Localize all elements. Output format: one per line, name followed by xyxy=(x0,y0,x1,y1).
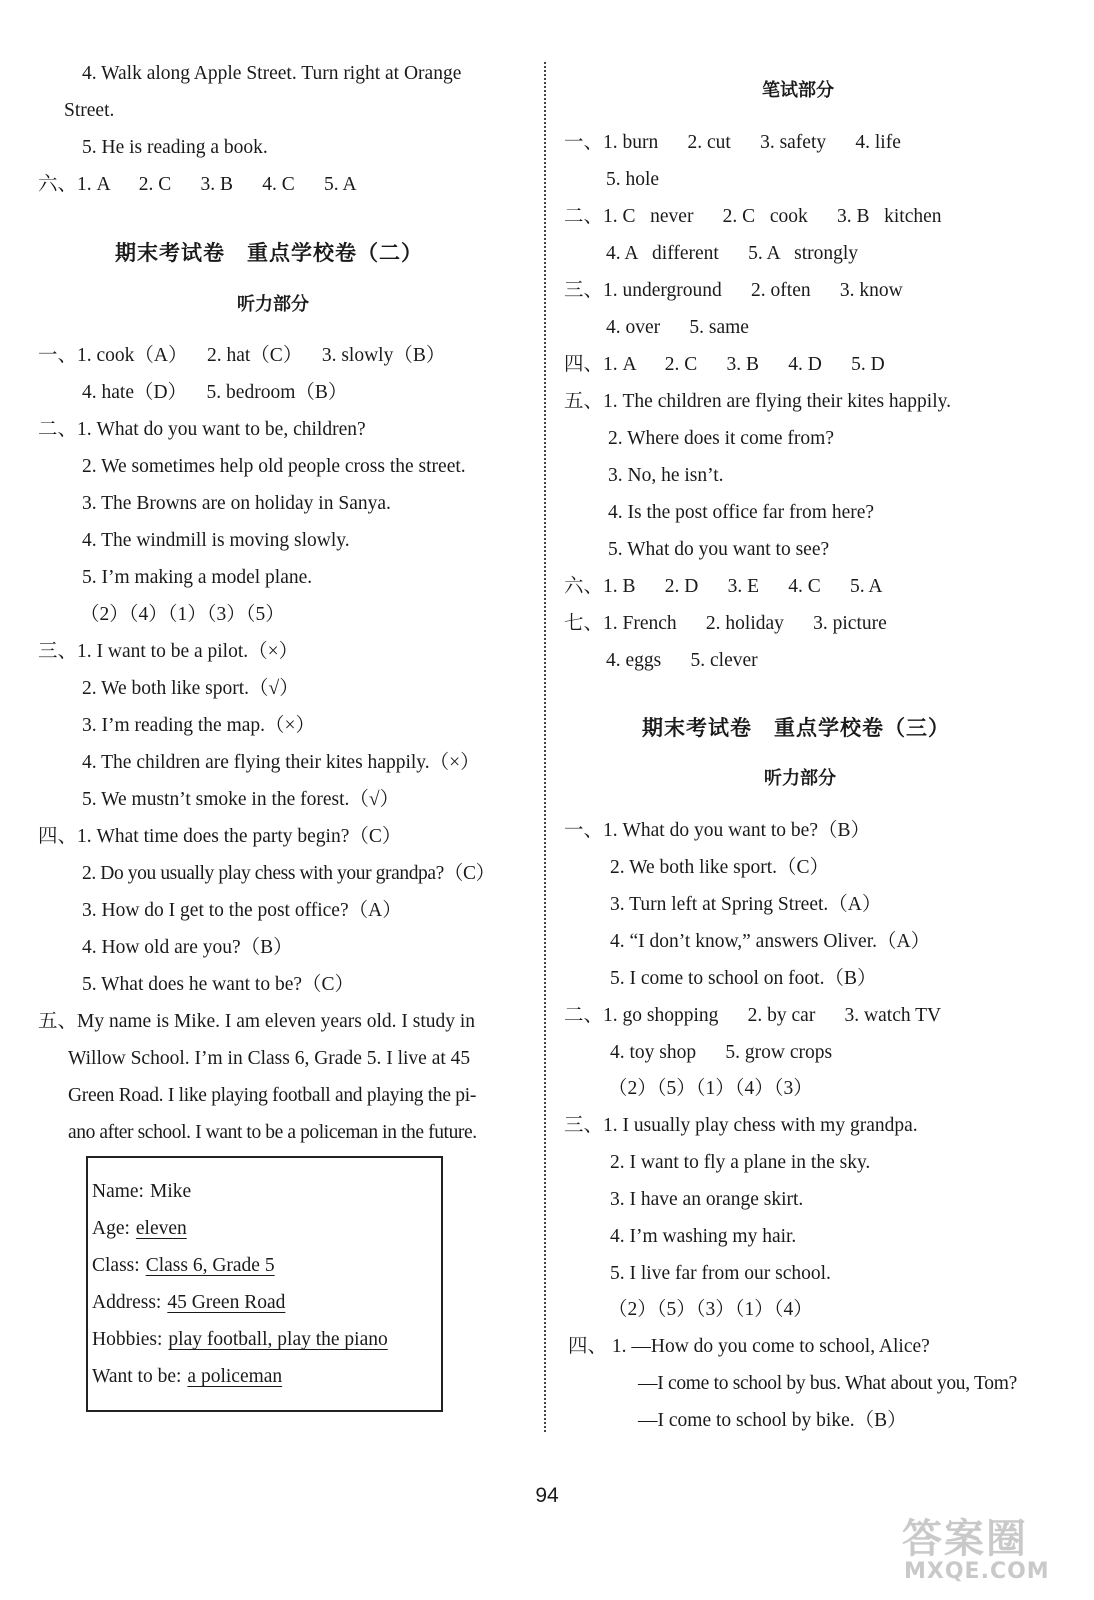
section-title: 期末考试卷 重点学校卷（二） xyxy=(115,241,423,265)
answer-line: 4. hate（D） 5. bedroom（B） xyxy=(82,382,348,403)
answer-line: 3. The Browns are on holiday in Sanya. xyxy=(82,493,391,514)
field-value: Mike xyxy=(149,1181,192,1202)
answer-line: 2. Do you usually play chess with your grandpa?（C） xyxy=(82,863,495,884)
answer-line: （2）（5）（1）（4）（3） xyxy=(608,1078,813,1099)
answer-line: 3. I have an orange skirt. xyxy=(610,1189,804,1210)
answer-line: 5. He is reading a book. xyxy=(82,137,268,158)
field-value: a policeman xyxy=(187,1366,283,1387)
answer-line: 4. Is the post office far from here? xyxy=(608,502,875,523)
answer-line: 3. No, he isn’t. xyxy=(608,465,724,486)
answer-line: 二、1. C never 2. C cook 3. B kitchen xyxy=(564,206,942,227)
answer-line: 4. toy shop 5. grow crops xyxy=(610,1042,833,1063)
field-label: Hobbies: xyxy=(92,1329,163,1350)
watermark-logo xyxy=(896,1505,1086,1595)
answer-line: 五、1. The children are flying their kites happily. xyxy=(564,391,952,412)
answer-line: 三、1. underground 2. often 3. know xyxy=(564,280,903,301)
passage-line: Willow School. I’m in Class 6, Grade 5. I live at 45 xyxy=(68,1048,471,1069)
answer-line: 4. The windmill is moving slowly. xyxy=(82,530,350,551)
field-label: Age: xyxy=(92,1218,130,1239)
answer-line: 六、1. A 2. C 3. B 4. C 5. A xyxy=(38,174,357,195)
answer-line: 4. eggs 5. clever xyxy=(606,650,758,671)
answer-line: 4. “I don’t know,” answers Oliver.（A） xyxy=(610,931,931,952)
answer-line: 三、1. I want to be a pilot.（×） xyxy=(38,641,299,662)
answer-line: —I come to school by bike.（B） xyxy=(638,1410,907,1431)
answer-line: （2）（4）（1）（3）（5） xyxy=(80,604,285,625)
answer-line: 一、1. burn 2. cut 3. safety 4. life xyxy=(564,132,901,153)
answer-line: 四、1. What time does the party begin?（C） xyxy=(38,826,402,847)
answer-line: 4. How old are you?（B） xyxy=(82,937,293,958)
watermark-url: MXQE.COM xyxy=(904,1559,1050,1584)
field-value: eleven xyxy=(135,1218,187,1239)
answer-line: 三、1. I usually play chess with my grandpa. xyxy=(564,1115,918,1136)
field-label: Want to be: xyxy=(92,1366,182,1387)
answer-line: 七、1. French 2. holiday 3. picture xyxy=(564,613,887,634)
column-divider xyxy=(544,62,546,1432)
page-number: 94 xyxy=(535,1484,559,1507)
info-card-row xyxy=(92,1216,187,1242)
answer-line: 5. I come to school on foot.（B） xyxy=(610,968,877,989)
answer-line: 3. Turn left at Spring Street.（A） xyxy=(610,894,882,915)
watermark-text: 答案圈 xyxy=(902,1516,1028,1562)
answer-line: 5. What do you want to see? xyxy=(608,539,830,560)
field-value: play football, play the piano xyxy=(168,1329,388,1350)
answer-line: 二、1. What do you want to be, children? xyxy=(38,419,366,440)
answer-line: 二、1. go shopping 2. by car 3. watch TV xyxy=(564,1005,942,1026)
answer-line: 2. We both like sport.（√） xyxy=(82,678,299,699)
answer-line: Street. xyxy=(64,100,115,121)
answer-line: 2. We sometimes help old people cross the street. xyxy=(82,456,466,477)
answer-line: 5. hole xyxy=(606,169,660,190)
passage-line: ano after school. I want to be a policeman in the future. xyxy=(68,1122,477,1143)
answer-line: 3. How do I get to the post office?（A） xyxy=(82,900,402,921)
passage-line: 五、My name is Mike. I am eleven years old. I study in xyxy=(38,1011,476,1032)
answer-line: 四、 1. —How do you come to school, Alice? xyxy=(568,1336,930,1357)
answer-line: 5. What does he want to be?（C） xyxy=(82,974,355,995)
answer-line: —I come to school by bus. What about you, Tom? xyxy=(638,1373,1017,1394)
answer-line: 2. Where does it come from? xyxy=(608,428,834,449)
field-value: Class 6, Grade 5 xyxy=(145,1255,275,1276)
answer-line: 5. I live far from our school. xyxy=(610,1263,831,1284)
info-card-row xyxy=(92,1327,388,1353)
passage-line: Green Road. I like playing football and playing the pi- xyxy=(68,1085,477,1106)
answer-line: 2. I want to fly a plane in the sky. xyxy=(610,1152,871,1173)
answer-line: （2）（5）（3）（1）（4） xyxy=(608,1299,813,1320)
answer-line: 一、1. cook（A） 2. hat（C） 3. slowly（B） xyxy=(38,345,446,366)
answer-line: 2. We both like sport.（C） xyxy=(610,857,830,878)
answer-line: 4. over 5. same xyxy=(606,317,749,338)
answer-line: 六、1. B 2. D 3. E 4. C 5. A xyxy=(564,576,883,597)
info-card-row xyxy=(92,1253,275,1279)
field-label: Name: xyxy=(92,1181,144,1202)
section-subtitle: 笔试部分 xyxy=(762,80,834,101)
answer-line: 一、1. What do you want to be?（B） xyxy=(564,820,870,841)
answer-line: 4. Walk along Apple Street. Turn right at Orange xyxy=(82,63,462,84)
answer-line: 3. I’m reading the map.（×） xyxy=(82,715,316,736)
section-subtitle: 听力部分 xyxy=(764,768,836,789)
section-subtitle: 听力部分 xyxy=(237,294,309,315)
info-card-row xyxy=(92,1179,191,1205)
field-label: Class: xyxy=(92,1255,140,1276)
answer-line: 4. The children are flying their kites happily.（×） xyxy=(82,752,480,773)
answer-line: 5. We mustn’t smoke in the forest.（√） xyxy=(82,789,400,810)
field-label: Address: xyxy=(92,1292,162,1313)
section-title: 期末考试卷 重点学校卷（三） xyxy=(642,716,950,740)
answer-line: 四、1. A 2. C 3. B 4. D 5. D xyxy=(564,354,885,375)
field-value: 45 Green Road xyxy=(167,1292,286,1313)
answer-line: 4. I’m washing my hair. xyxy=(610,1226,797,1247)
info-card-row xyxy=(92,1364,282,1390)
info-card-row xyxy=(92,1290,285,1316)
answer-line: 4. A different 5. A strongly xyxy=(606,243,859,264)
answer-line: 5. I’m making a model plane. xyxy=(82,567,313,588)
